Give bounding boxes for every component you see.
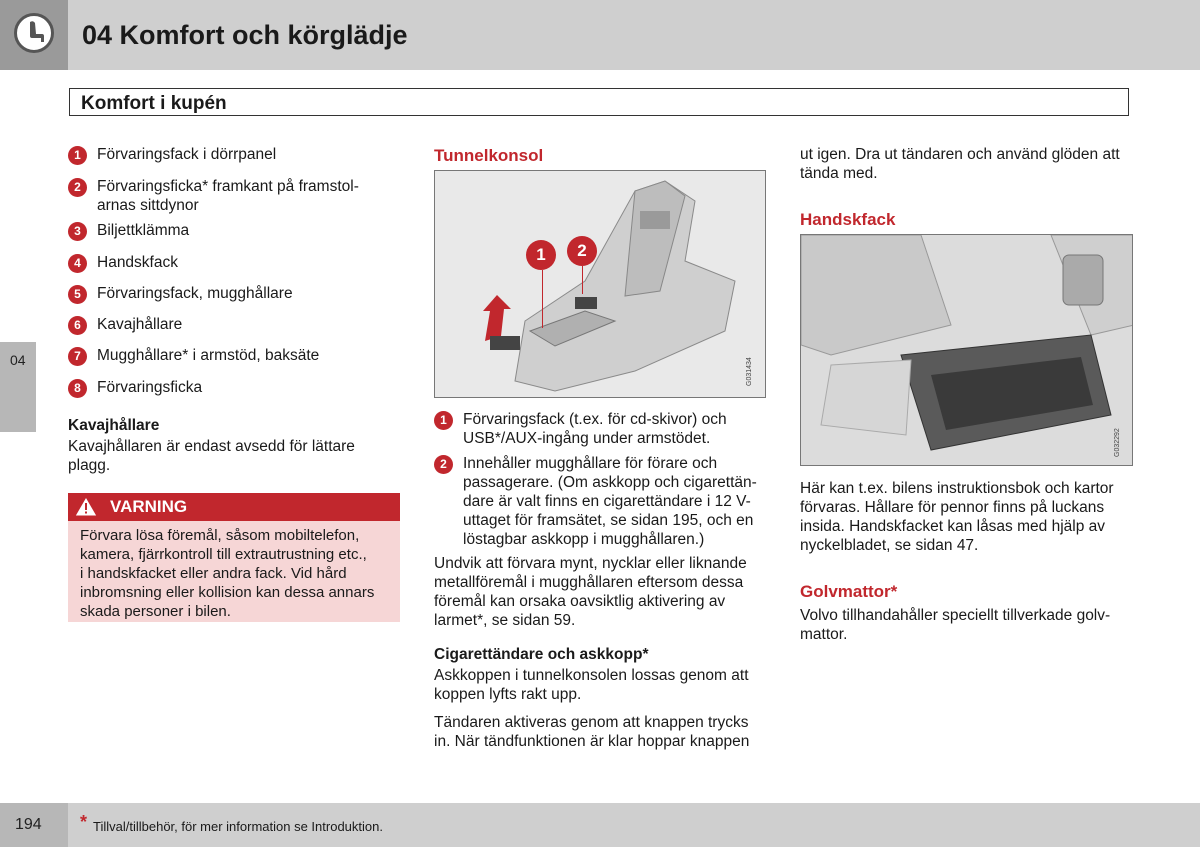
- glovebox-text: insida. Handskfacket kan låsas med hjälp av: [800, 518, 1105, 535]
- list-item-text: Förvaringsfack i dörrpanel: [97, 146, 277, 163]
- cigarette-text: Tändaren aktiveras genom att knappen trycks: [434, 714, 749, 731]
- list-item-text: Biljettklämma: [97, 222, 190, 239]
- list-item-text: uttaget för framsätet, se sidan 195, och en: [463, 512, 754, 529]
- callout-marker: 2: [567, 236, 597, 266]
- glovebox-text: förvaras. Hållare för pennor finns på luckans: [800, 499, 1105, 516]
- section-title-box: [69, 88, 1129, 116]
- warning-text: Förvara lösa föremål, såsom mobiltelefon,: [80, 527, 360, 544]
- number-badge: 4: [68, 254, 87, 273]
- footnote-star: *: [80, 812, 88, 832]
- list-item-text: Förvaringsfack, mugghållare: [97, 285, 293, 302]
- number-badge: 6: [68, 316, 87, 335]
- number-badge: 1: [434, 411, 453, 430]
- number-badge: 2: [68, 178, 87, 197]
- warning-title: VARNING: [110, 497, 188, 516]
- warning-text: kamera, fjärrkontroll till extrautrustning etc.,: [80, 546, 367, 563]
- number-badge: 5: [68, 285, 87, 304]
- seat-icon: [14, 13, 54, 53]
- callout-line: [542, 270, 543, 328]
- tunnel-text: larmet*, se sidan 59.: [434, 612, 576, 629]
- page-number: 194: [15, 816, 42, 833]
- tunnel-heading: Tunnelkonsol: [434, 146, 544, 165]
- cigarette-text: in. När tändfunktionen är klar hoppar knappen: [434, 733, 750, 750]
- warning-text: i handskfacket eller andra fack. Vid hård: [80, 565, 347, 582]
- continued-text: ut igen. Dra ut tändaren och använd glöden att: [800, 146, 1120, 163]
- warning-text: inbromsning eller kollision kan dessa annars: [80, 584, 375, 601]
- glovebox-illustration: [800, 234, 1133, 466]
- number-badge: 1: [68, 146, 87, 165]
- kavaj-text: plagg.: [68, 457, 111, 474]
- glovebox-text: Här kan t.ex. bilens instruktionsbok och kartor: [800, 480, 1114, 497]
- glovebox-heading: Handskfack: [800, 210, 896, 229]
- glovebox-text: nyckelbladet, se sidan 47.: [800, 537, 979, 554]
- kavaj-text: Kavajhållaren är endast avsedd för lättare: [68, 438, 355, 455]
- chapter-tab-label: 04: [10, 352, 26, 368]
- floor-mats-heading: Golvmattor*: [800, 582, 898, 601]
- list-item-text: löstagbar askkopp i mugghållaren.): [463, 531, 705, 548]
- list-item-text: Kavajhållare: [97, 316, 183, 333]
- floor-mats-text: mattor.: [800, 626, 848, 643]
- warning-text: skada personer i bilen.: [80, 603, 231, 620]
- number-badge: 7: [68, 347, 87, 366]
- cigarette-text: koppen lyfts rakt upp.: [434, 686, 582, 703]
- list-item-text: Förvaringsficka* framkant på framstol-: [97, 178, 359, 195]
- list-item-text: Förvaringsficka: [97, 379, 203, 396]
- tunnel-text: metallföremål i mugghållaren eftersom dessa: [434, 574, 744, 591]
- cigarette-heading: Cigarettändare och askkopp*: [434, 646, 649, 663]
- warning-triangle-icon: [74, 496, 98, 517]
- tunnel-text: Undvik att förvara mynt, nycklar eller liknande: [434, 555, 747, 572]
- list-item-text: USB*/AUX-ingång under armstödet.: [463, 430, 711, 447]
- figure-code: G031434: [746, 357, 753, 386]
- footnote-text: Tillval/tillbehör, för mer information se Introduktion.: [93, 819, 383, 834]
- chapter-title: 04 Komfort och körglädje: [82, 20, 408, 50]
- kavaj-heading: Kavajhållare: [68, 417, 160, 434]
- list-item-text: Mugghållare* i armstöd, baksäte: [97, 347, 320, 364]
- list-item-text: Förvaringsfack (t.ex. för cd-skivor) och: [463, 411, 727, 428]
- tunnel-console-illustration: [434, 170, 766, 398]
- number-badge: 2: [434, 455, 453, 474]
- number-badge: 3: [68, 222, 87, 241]
- continued-text: tända med.: [800, 165, 878, 182]
- list-item-text: dare är valt finns en cigarettändare i 12 V-: [463, 493, 751, 510]
- floor-mats-text: Volvo tillhandahåller speciellt tillverkade golv-: [800, 607, 1111, 624]
- list-item-text: Handskfack: [97, 254, 178, 271]
- number-badge: 8: [68, 379, 87, 398]
- callout-line: [582, 266, 583, 294]
- list-item-text: passagerare. (Om askkopp och cigarettän-: [463, 474, 757, 491]
- list-item-text: arnas sittdynor: [97, 197, 199, 214]
- tunnel-text: föremål kan orsaka oavsiktlig aktivering av: [434, 593, 726, 610]
- list-item-text: Innehåller mugghållare för förare och: [463, 455, 718, 472]
- figure-code: G032292: [1114, 428, 1121, 457]
- callout-marker: 1: [526, 240, 556, 270]
- section-title: Komfort i kupén: [81, 93, 227, 114]
- cigarette-text: Askkoppen i tunnelkonsolen lossas genom att: [434, 667, 749, 684]
